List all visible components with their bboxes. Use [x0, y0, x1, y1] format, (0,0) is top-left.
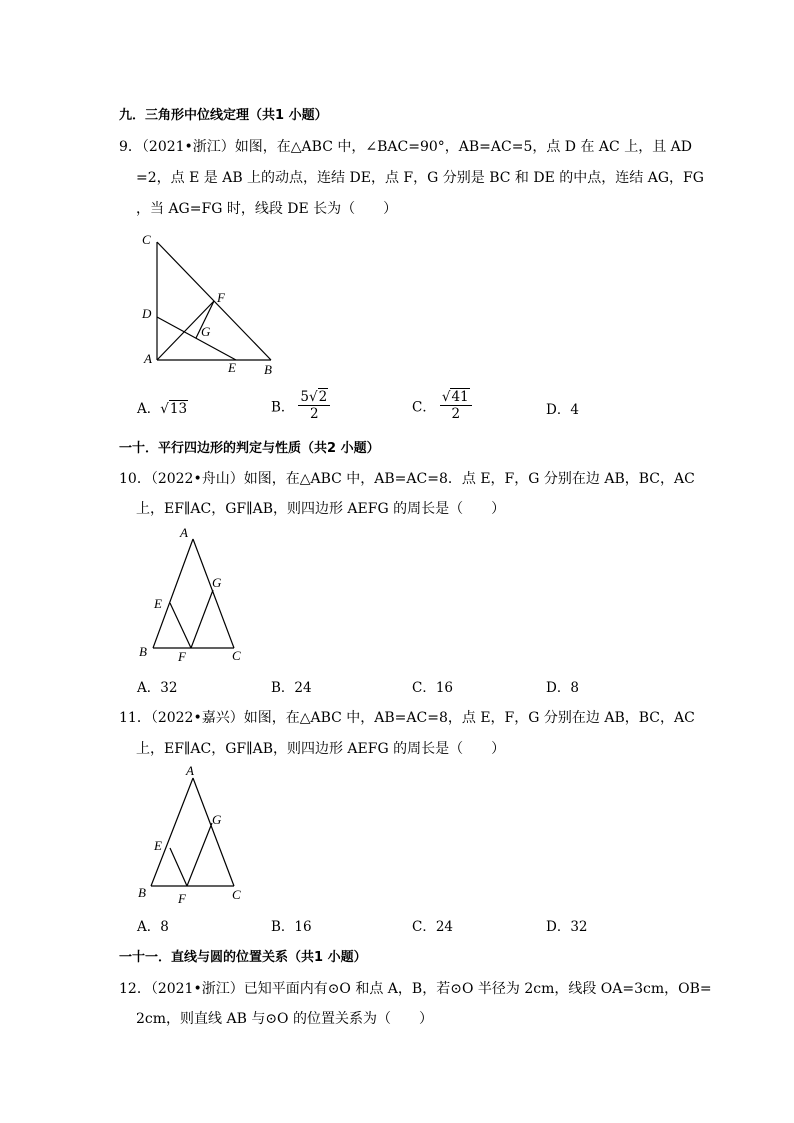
q9-segment-de	[157, 317, 236, 360]
q11-figure	[130, 762, 260, 906]
q9-label-c: C	[142, 232, 151, 247]
q9-option-b[interactable]: B． $\frac{5√2}{2}$	[271, 389, 330, 422]
q10-text-line-1: 10．（2022•舟山）如图，在△ABC 中，AB=AC=8．点 E，F，G 分别在边 AB，BC，AC	[119, 471, 695, 487]
q11-label-b: B	[138, 885, 146, 900]
q9-label-e: E	[228, 360, 236, 375]
q10-label-a: A	[180, 525, 188, 540]
q9-label-f: F	[217, 290, 225, 305]
q10-option-b[interactable]: B．24	[271, 680, 312, 696]
q10-label-e: E	[154, 596, 162, 611]
q9-option-a[interactable]: A．√13	[137, 401, 188, 417]
q9-label-d: D	[142, 306, 152, 321]
q10-label-b: B	[139, 644, 147, 659]
q11-label-a: A	[186, 763, 194, 778]
sqrt-icon: √	[441, 389, 451, 405]
section-heading-line-circle: 一十一．直线与圆的位置关系（共1 小题）	[119, 950, 367, 965]
q11-label-c: C	[232, 887, 241, 902]
q9-option-c[interactable]: C． $\frac{√41}{2}$	[412, 389, 472, 422]
section-heading-midline: 九．三角形中位线定理（共1 小题）	[119, 108, 328, 123]
q12-text-line-1: 12．（2021•浙江）已知平面内有⊙O 和点 A，B，若⊙O 半径为 2cm，线段 OA=3cm，OB=	[119, 981, 712, 997]
q9-label-g: G	[201, 324, 211, 339]
q10-option-d[interactable]: D．8	[546, 680, 579, 696]
q10-figure	[130, 524, 260, 666]
q10-side-ab	[153, 539, 193, 648]
q9-label-b: B	[264, 362, 272, 377]
q10-label-c: C	[232, 648, 241, 663]
q10-label-f: F	[178, 649, 186, 664]
q12-text-line-2: 2cm，则直线 AB 与⊙O 的位置关系为（ ）	[136, 1011, 433, 1027]
q10-segment-ef	[170, 603, 191, 648]
q9-label-a: A	[144, 351, 152, 366]
q11-label-e: E	[154, 838, 162, 853]
q11-option-d[interactable]: D．32	[546, 919, 588, 935]
q11-text-line-1: 11．（2022•嘉兴）如图，在△ABC 中，AB=AC=8，点 E，F，G 分别在边 AB，BC，AC	[119, 710, 695, 726]
q11-option-c[interactable]: C．24	[412, 919, 454, 935]
q11-text-line-2: 上，EF∥AC，GF∥AB，则四边形 AEFG 的周长是（ ）	[136, 741, 506, 757]
q10-label-g: G	[212, 575, 222, 590]
sqrt-icon: √	[309, 389, 318, 405]
q9-option-d[interactable]: D．4	[546, 402, 579, 418]
q11-segment-ef	[170, 848, 187, 886]
q11-side-ab	[151, 778, 193, 886]
q11-option-a[interactable]: A．8	[137, 919, 169, 935]
q11-label-f: F	[178, 891, 186, 906]
q9-text-line-1: 9．（2021•浙江）如图，在△ABC 中，∠BAC=90°，AB=AC=5，点 D 在 AC 上，且 AD	[119, 139, 692, 155]
q10-option-c[interactable]: C．16	[412, 680, 454, 696]
q10-segment-fg	[191, 590, 213, 648]
q11-label-g: G	[212, 812, 222, 827]
section-heading-parallelogram: 一十．平行四边形的判定与性质（共2 小题）	[119, 441, 380, 456]
q10-text-line-2: 上，EF∥AC，GF∥AB，则四边形 AEFG 的周长是（ ）	[136, 501, 506, 517]
q9-text-line-3: ，当 AG=FG 时，线段 DE 长为（ ）	[136, 201, 398, 217]
q9-text-line-2: =2，点 E 是 AB 上的动点，连结 DE，点 F，G 分别是 BC 和 DE 的中点，连结 AG，FG	[136, 170, 704, 186]
q10-option-a[interactable]: A．32	[137, 680, 178, 696]
q11-side-ac	[193, 778, 234, 886]
q10-side-ac	[193, 539, 234, 648]
q9-figure	[130, 228, 300, 378]
sqrt-icon: √	[160, 401, 169, 417]
q11-segment-fg	[187, 823, 212, 886]
q11-option-b[interactable]: B．16	[271, 919, 312, 935]
